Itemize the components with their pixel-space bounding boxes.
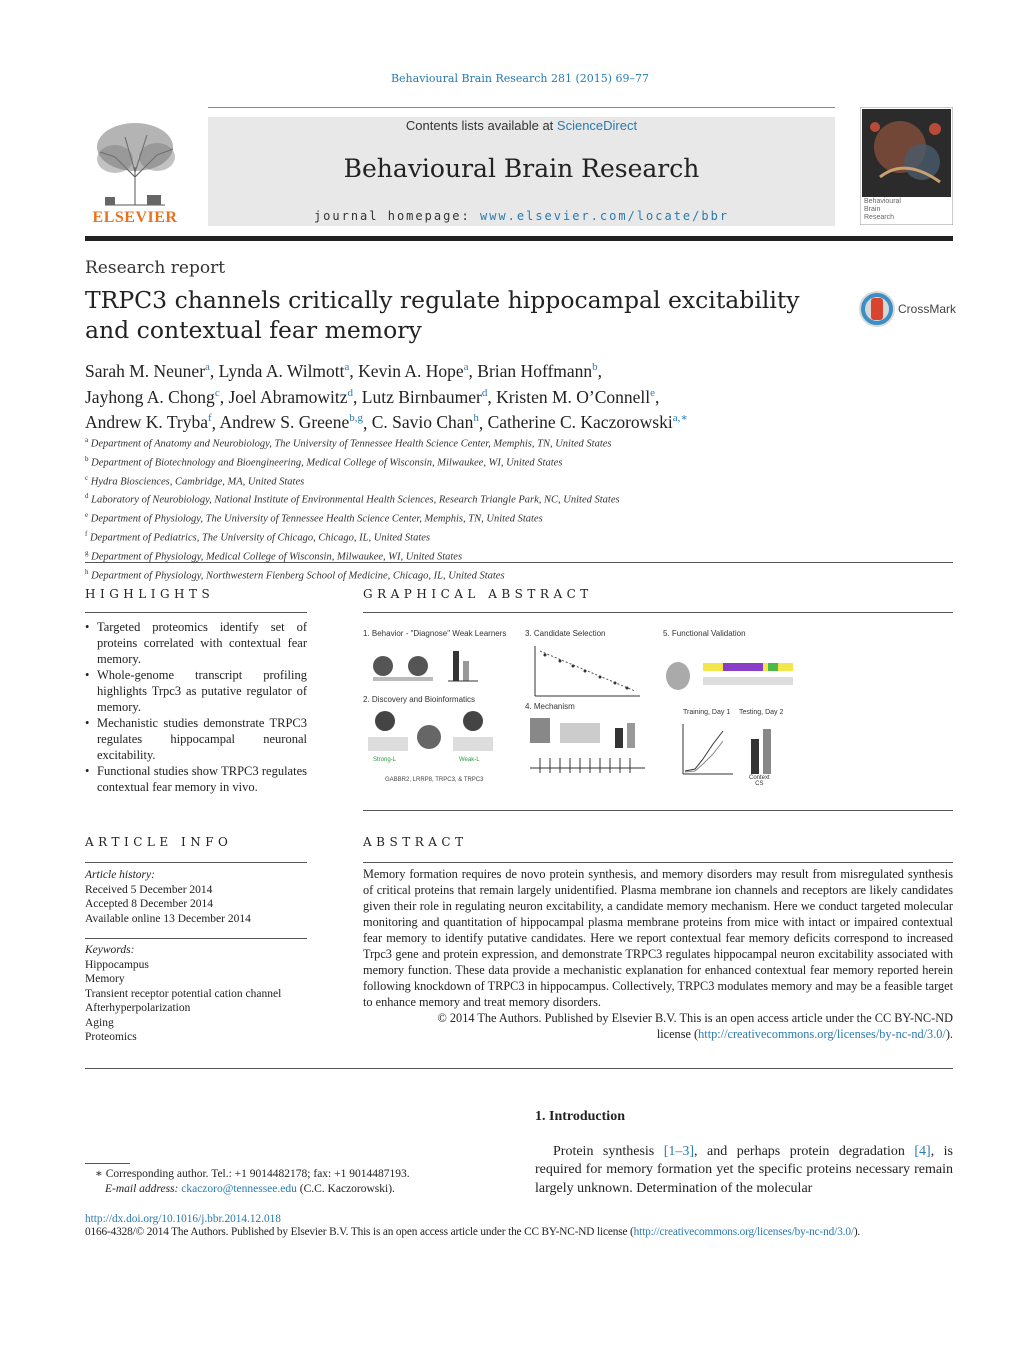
license-link[interactable]: http://creativecommons.org/licenses/by-nc-nd/3.0/ — [698, 1027, 946, 1041]
author-list: Sarah M. Neuner$^a$, Lynda A. Wilmott$^a$, Kevin A. Hope$^a$, Brian Hoffmann$^b$, Jayhong A. Chong$^c$, Joel Abramowitz$^d$, Lutz Birnbaumer$^d$, Kristen M. O’Connell$^e$, Andrew K. Tryba$^f$, Andrew S. Greene$^{b,g}$, C. Savio Chan$^h$, Catherine C. Kaczorowski$^{a,∗}$ — [85, 360, 688, 433]
journal-reference[interactable]: Behavioural Brain Research 281 (2015) 69–77 — [390, 72, 650, 85]
keyword: Afterhyperpolarization — [85, 1002, 191, 1014]
email-link[interactable]: ckaczoro@tennessee.edu — [181, 1182, 297, 1195]
ga-behavior-panel — [363, 641, 503, 691]
keywords — [85, 943, 307, 1045]
article-title: TRPC3 channels critically regulate hippocampal excitability and contextual fear memory — [85, 286, 800, 344]
abstract-bottom-rule — [85, 1068, 953, 1069]
affiliation: $^a$ Department of Anatomy and Neurobiology, The University of Tennessee Health Science Center, Memphis, TN, United States — [85, 436, 612, 450]
author[interactable]: Lynda A. Wilmott$^a$ — [218, 360, 350, 381]
affiliation: $^f$ Department of Pediatrics, The University of Chicago, Chicago, IL, United States — [85, 529, 431, 544]
header-top-rule — [208, 107, 835, 108]
journal-title: Behavioural Brain Research — [343, 154, 700, 183]
keyword: Transient receptor potential cation channel — [85, 987, 282, 1000]
footer-license-link[interactable]: http://creativecommons.org/licenses/by-nc-nd/3.0/ — [633, 1226, 854, 1238]
cover-title: Behavioural Brain Research — [864, 198, 901, 221]
doi-link[interactable]: http://dx.doi.org/10.1016/j.bbr.2014.12.018 — [85, 1213, 281, 1225]
header-divider — [85, 236, 953, 241]
affiliation: $^d$ Laboratory of Neurobiology, National Institute of Environmental Health Sciences, Research Triangle Park, NC, United States — [85, 492, 620, 506]
highlight-item: • Targeted proteomics identify set of proteins correlated with contextual fear memory. — [97, 619, 307, 667]
abstract-heading: ABSTRACT — [363, 835, 468, 849]
graphical-abstract-figure[interactable] — [363, 625, 803, 795]
affiliation: $^g$ Department of Physiology, Medical College of Wisconsin, Milwaukee, WI, United States — [85, 548, 463, 563]
issn-line: 0166-4328/© 2014 The Authors. Published by Elsevier B.V. This is an open access article under the CC BY-NC-ND license (http://creativecommons.org/licenses/by-nc-nd/3.0/). — [85, 1226, 861, 1238]
corresponding-author-footnote: ∗ Corresponding author. Tel.: +1 9014482178; fax: +1 9014487193. E-mail address: ckaczoro@tennessee.edu (C.C. Kaczorowski). — [95, 1168, 410, 1195]
highlights-list — [85, 619, 307, 795]
keyword: Aging — [85, 1016, 114, 1029]
abstract-text: Memory formation requires de novo protein synthesis, and memory disorders may result from misregulated synthesis of critical proteins that remain largely unidentified. Plasma membrane ion channels and receptors are likely candidates given their role in regulating neuron excitability, a candidate memory mechanism. Here we conduct targeted molecular monitoring and quantitation of hippocampal plasma membrane proteins from mice with intact or impaired contextual fear memory to identify putative candidates. Here we report contextual fear memory deficits correspond to increased Trpc3 gene and protein expression, and demonstrate TRPC3 regulates hippocampal neuron excitability associated with memory function. These data provide a mechanistic explanation for enhanced contextual fear memory reported herein following knockdown of TRPC3 in hippocampus. Collectively, TRPC3 modulates memory and may be a feasible target to enhance memory and treat memory disorders. — [363, 867, 953, 1009]
homepage-link[interactable]: www.elsevier.com/locate/bbr — [479, 209, 730, 223]
abstract-body — [363, 866, 953, 1042]
ga-label: Weak-L — [459, 757, 480, 763]
crossmark-label: CrossMark — [898, 302, 957, 316]
ga-panel-label: 3. Candidate Selection — [525, 629, 606, 638]
author[interactable]: Andrew K. Tryba$^f$ — [85, 412, 212, 433]
abstract-copyright: © 2014 The Authors. Published by Elsevier B.V. This is an open access article under the CC BY-NC-ND license (http://creativecommons.org/licenses/by-nc-nd/3.0/). — [437, 1011, 953, 1041]
ga-discovery-panel — [363, 707, 503, 767]
graphical-abstract-bottom-rule — [363, 810, 953, 811]
article-info-rule — [85, 862, 307, 863]
author[interactable]: Brian Hoffmann$^b$ — [477, 360, 598, 381]
affiliations-divider — [85, 562, 953, 563]
history-received: Received 5 December 2014 — [85, 883, 213, 896]
contents-line — [208, 118, 835, 133]
citation-link[interactable]: [4] — [914, 1144, 931, 1159]
ga-mechanism-panel — [525, 713, 650, 793]
footnote-rule — [85, 1163, 130, 1164]
keywords-heading: Keywords: — [85, 944, 135, 956]
author[interactable]: Kevin A. Hope$^a$ — [358, 360, 469, 381]
ga-panel-label: 1. Behavior - "Diagnose" Weak Learners — [363, 629, 507, 638]
highlight-item: • Functional studies show TRPC3 regulates contextual fear memory in vivo. — [97, 763, 307, 795]
ga-candidate-panel — [525, 641, 645, 701]
highlight-item: • Whole-genome transcript profiling highlights Trpc3 as putative regulator of memory. — [97, 667, 307, 715]
highlights-heading: HIGHLIGHTS — [85, 587, 215, 601]
affiliation-list — [85, 433, 955, 583]
keyword: Memory — [85, 973, 125, 985]
footnote-symbol: ∗ — [95, 1168, 103, 1180]
graphical-abstract-rule — [363, 612, 953, 613]
affiliation: $^e$ Department of Physiology, The University of Tennessee Health Science Center, Memphis, TN, United States — [85, 511, 543, 525]
author[interactable]: Kristen M. O’Connell$^e$ — [496, 386, 656, 407]
journal-cover[interactable] — [860, 107, 953, 225]
ga-validation-panel — [663, 641, 803, 701]
contents-prefix: Contents lists available at — [405, 118, 557, 133]
history-accepted: Accepted 8 December 2014 — [85, 898, 214, 910]
elsevier-wordmark: ELSEVIER — [92, 209, 178, 226]
highlights-rule — [85, 612, 307, 613]
graphical-abstract-heading: GRAPHICAL ABSTRACT — [363, 587, 593, 601]
keywords-rule — [85, 938, 307, 939]
author[interactable]: Lutz Birnbaumer$^d$ — [361, 386, 488, 407]
introduction-heading: 1. Introduction — [535, 1109, 625, 1124]
ga-label: Training, Day 1 — [683, 709, 731, 716]
ga-fear-memory-chart — [673, 719, 793, 779]
homepage-prefix: journal homepage: — [313, 209, 480, 223]
author[interactable]: Jayhong A. Chong$^c$ — [85, 386, 220, 407]
sciencedirect-link[interactable]: ScienceDirect — [556, 118, 638, 133]
ga-panel-label: 4. Mechanism — [525, 702, 575, 711]
footnote-contact: Corresponding author. Tel.: +1 9014482178; fax: +1 9014487193. — [105, 1168, 410, 1180]
ga-panel-label: 5. Functional Validation — [663, 629, 746, 638]
author[interactable]: C. Savio Chan$^h$ — [371, 412, 479, 433]
keyword: Proteomics — [85, 1031, 137, 1043]
history-online: Available online 13 December 2014 — [85, 912, 251, 925]
article-info-heading: ARTICLE INFO — [85, 835, 233, 849]
crossmark-badge[interactable] — [858, 290, 958, 330]
ga-label: Context CS — [749, 775, 770, 787]
keyword: Hippocampus — [85, 958, 149, 971]
article-type: Research report — [85, 258, 226, 278]
elsevier-logo — [85, 117, 185, 227]
journal-homepage — [208, 209, 835, 223]
ga-label: Testing, Day 2 — [739, 709, 784, 716]
introduction-text: Protein synthesis [1–3], and perhaps protein degradation [4], is required for memory formation yet the specific proteins necessary remain largely unknown. Determination of the molecular — [535, 1144, 954, 1196]
history-heading: Article history: — [85, 869, 155, 881]
author[interactable]: Andrew S. Greene$^{b,g}$ — [219, 412, 363, 433]
ga-label: GABBR2, LRRP8, TRPC3, & TRPC3 — [385, 777, 484, 783]
author[interactable]: Sarah M. Neuner$^a$ — [85, 360, 210, 381]
affiliation: $^b$ Department of Biotechnology and Bioengineering, Medical College of Wisconsin, Milwaukee, WI, United States — [85, 454, 563, 469]
abstract-rule — [363, 862, 953, 863]
crossmark-icon — [858, 290, 896, 328]
author[interactable]: Catherine C. Kaczorowski$^{a,∗}$ — [487, 412, 688, 433]
affiliation: $^h$ Department of Physiology, Northwestern Fienberg School of Medicine, Chicago, IL, United States — [85, 567, 505, 582]
citation-link[interactable]: [1–3] — [663, 1144, 695, 1159]
article-info — [85, 868, 307, 926]
affiliation: $^c$ Hydra Biosciences, Cambridge, MA, United States — [85, 473, 305, 488]
highlight-item: • Mechanistic studies demonstrate TRPC3 regulates hippocampal neuronal excitability. — [97, 715, 307, 763]
ga-panel-label: 2. Discovery and Bioinformatics — [363, 695, 476, 704]
author[interactable]: Joel Abramowitz$^d$ — [228, 386, 354, 407]
email-label: E-mail address: — [105, 1182, 182, 1195]
ga-label: Strong-L — [373, 757, 397, 763]
